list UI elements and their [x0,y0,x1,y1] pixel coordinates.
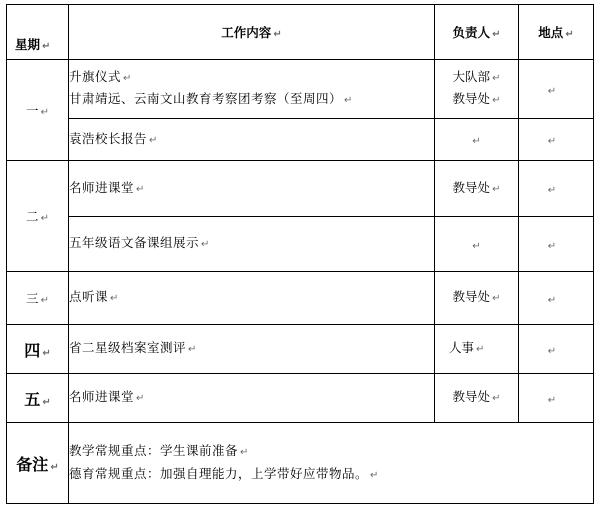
day-cell-wednesday: 三 ↵ [7,272,69,325]
day-cell-friday: 五 ↵ [7,374,69,423]
content-cell: 名师进课堂 ↵ [69,161,435,217]
header-day: 星期 ↵ [7,5,69,60]
table-row [7,374,594,423]
table-row [7,60,594,119]
place-cell: ↵ [519,374,594,423]
day-cell-thursday: 四 ↵ [7,325,69,374]
table-row [7,325,594,374]
content-cell: 袁浩校长报告 ↵ [69,119,435,161]
content-cell: 升旗仪式 ↵ 甘肃靖远、云南文山教育考察团考察（至周四） ↵ [69,60,435,119]
owner-cell: 教导处 ↵ [435,161,519,217]
owner-cell: 教导处 ↵ [435,272,519,325]
owner-cell: 人事 ↵ [435,325,519,374]
table-row [7,217,594,272]
content-cell: 省二星级档案室测评 ↵ [69,325,435,374]
weekly-schedule-table [6,4,594,504]
owner-cell: 大队部 ↵ 教导处 ↵ [435,60,519,119]
header-place: 地点 ↵ [519,5,594,60]
content-cell: 点听课 ↵ [69,272,435,325]
content-cell: 五年级语文备课组展示 ↵ [69,217,435,272]
table-row [7,161,594,217]
header-content: 工作内容 ↵ [69,5,435,60]
place-cell: ↵ [519,161,594,217]
day-cell-monday: 一 ↵ [7,60,69,161]
place-cell: ↵ [519,119,594,161]
place-cell: ↵ [519,272,594,325]
header-row [7,5,594,60]
owner-cell: ↵ [435,217,519,272]
day-cell-tuesday: 二 ↵ [7,161,69,272]
place-cell: ↵ [519,60,594,119]
place-cell: ↵ [519,217,594,272]
notes-content: 教学常规重点：学生课前准备 ↵ 德育常规重点：加强自理能力，上学带好应带物品。 ↵ [69,423,594,504]
content-cell: 名师进课堂 ↵ [69,374,435,423]
notes-label: 备注 ↵ [7,423,69,504]
table-row [7,119,594,161]
owner-cell: 教导处 ↵ [435,374,519,423]
notes-row [7,423,594,504]
owner-cell: ↵ [435,119,519,161]
header-owner: 负责人 ↵ [435,5,519,60]
place-cell: ↵ [519,325,594,374]
table-row [7,272,594,325]
